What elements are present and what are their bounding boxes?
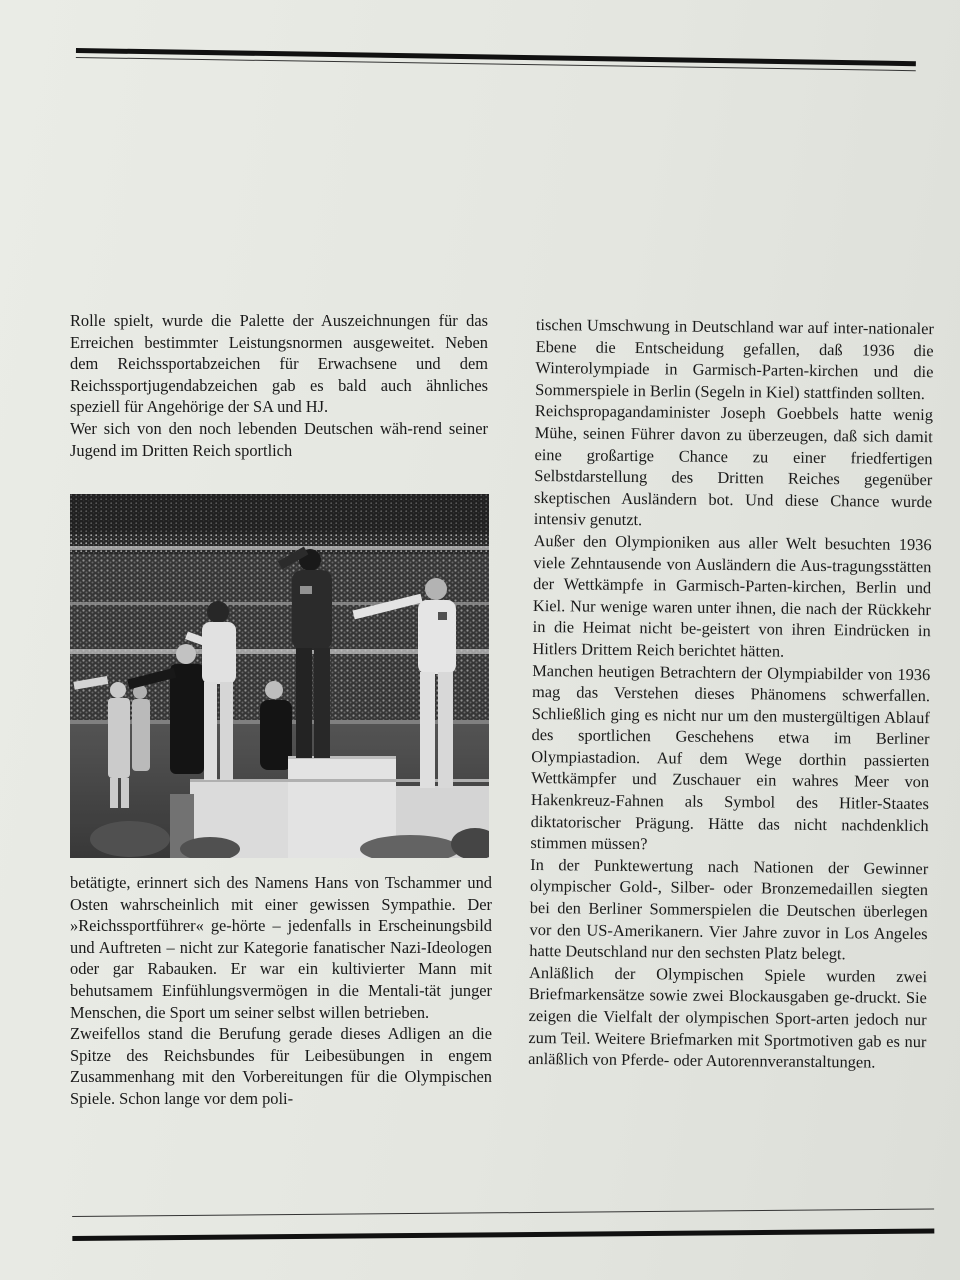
paragraph: Reichspropagandaminister Joseph Goebbels hatte wenig Mühe, seinen Führer davon zu überzeugen, daß sich damit eine großartige Chance zu einer friedfertigen Selbstdarstellung des Dritten Reiches gegenüber skeptischen Ausländern bot. Und diese Chance wurde intensiv genutzt. <box>533 401 934 530</box>
paragraph: In der Punktewertung nach Nationen der Gewinner olympischer Gold-, Silber- oder Bronzemedaillen siegten bei den Berliner Sommerspielen die Deutschen überlegen vor den US-Amerikanern. Vier Jahre zuvor in Los Angeles hatte Deutschland nur den sechsten Platz belegt. <box>529 854 929 964</box>
paragraph: tischen Umschwung in Deutschland war auf inter-nationaler Ebene die Entscheidung gefallen, daß 1936 die Winterolympiade in Garmisch-Parten-kirchen und die Sommerspiele in Berlin (Segeln in Kiel) stattfinden sollten. <box>535 314 934 403</box>
olympic-podium-photo <box>70 494 489 858</box>
left-column-bottom <box>70 872 492 1110</box>
paragraph: Rolle spielt, wurde die Palette der Auszeichnungen für das Erreichen bestimmter Leistungsnormen ausgeweitet. Neben dem Reichssportabzeichen für Erwachsene und dem Reichssportjugendabzeichen gab es bald auch ähnliches speziell für Angehörige der SA und HJ. <box>70 311 488 417</box>
paragraph: Anläßlich der Olympischen Spiele wurden zwei Briefmarkensätze sowie zwei Blockausgaben ge-druckt. Sie zeigen die Vielfalt der olympischen Sport-arten jedoch nur zum Teil. Weitere Briefmarken mit Sportmotiven gab es nur anläßlich von Pferde- oder Autorennveranstaltungen. <box>528 962 928 1072</box>
paragraph: Zweifellos stand die Berufung gerade dieses Adligen an die Spitze des Reichsbundes für Leibesübungen in engem Zusammenhang mit den Vorbereitungen für die Olympischen Spiele. Schon lange vor dem poli- <box>70 1024 492 1108</box>
paragraph: Außer den Olympioniken aus aller Welt besuchten 1936 viele Zehntausende von Ausländern die Aus-tragungsstätten der Wettkämpfe in Garmisch-Parten-kirchen, Berlin und Kiel. Nur wenige waren unter ihnen, die nach der Rückkehr in die Heimat nicht be-geistert von ihren Eindrücken in Hitlers Drittem Reich berichtet hätten. <box>532 530 932 661</box>
left-column-top <box>70 310 488 461</box>
right-column <box>528 314 934 1074</box>
bottom-double-rule <box>72 1190 934 1248</box>
paragraph: Wer sich von den noch lebenden Deutschen wäh-rend seiner Jugend im Dritten Reich sportlich <box>70 418 488 460</box>
paragraph: Manchen heutigen Betrachtern der Olympiabilder von 1936 mag das Verstehen dieses Phänomens schwerfallen. Schließlich ging es nicht nur um den mustergültigen Ablauf des sportlichen Geschehens etwa im Berliner Olympiastadion. Auf dem Wege dorthin passierten Wettkämpfer und Zuschauer ein wahres Meer von Hakenkreuz-Fahnen als Symbol des Hitler-Staates diktatorischer Prägung. Hätte das nicht nachdenklich stimmen müssen? <box>530 660 931 854</box>
top-double-rule <box>75 48 916 101</box>
paragraph: betätigte, erinnert sich des Namens Hans von Tschammer und Osten wahrscheinlich mit einer gewissen Sympathie. Der »Reichssportführer« ge-hörte – jedenfalls in Erscheinungsbild und Auftreten – nicht zur Kategorie fanatischer Nazi-Ideologen oder gar Rabauken. Er war ein kultivierter Mann mit behutsamem Einfühlungsvermögen in die Mentali-tät junger Menschen, die Sport um seiner selbst willen betrieben. <box>70 873 492 1022</box>
